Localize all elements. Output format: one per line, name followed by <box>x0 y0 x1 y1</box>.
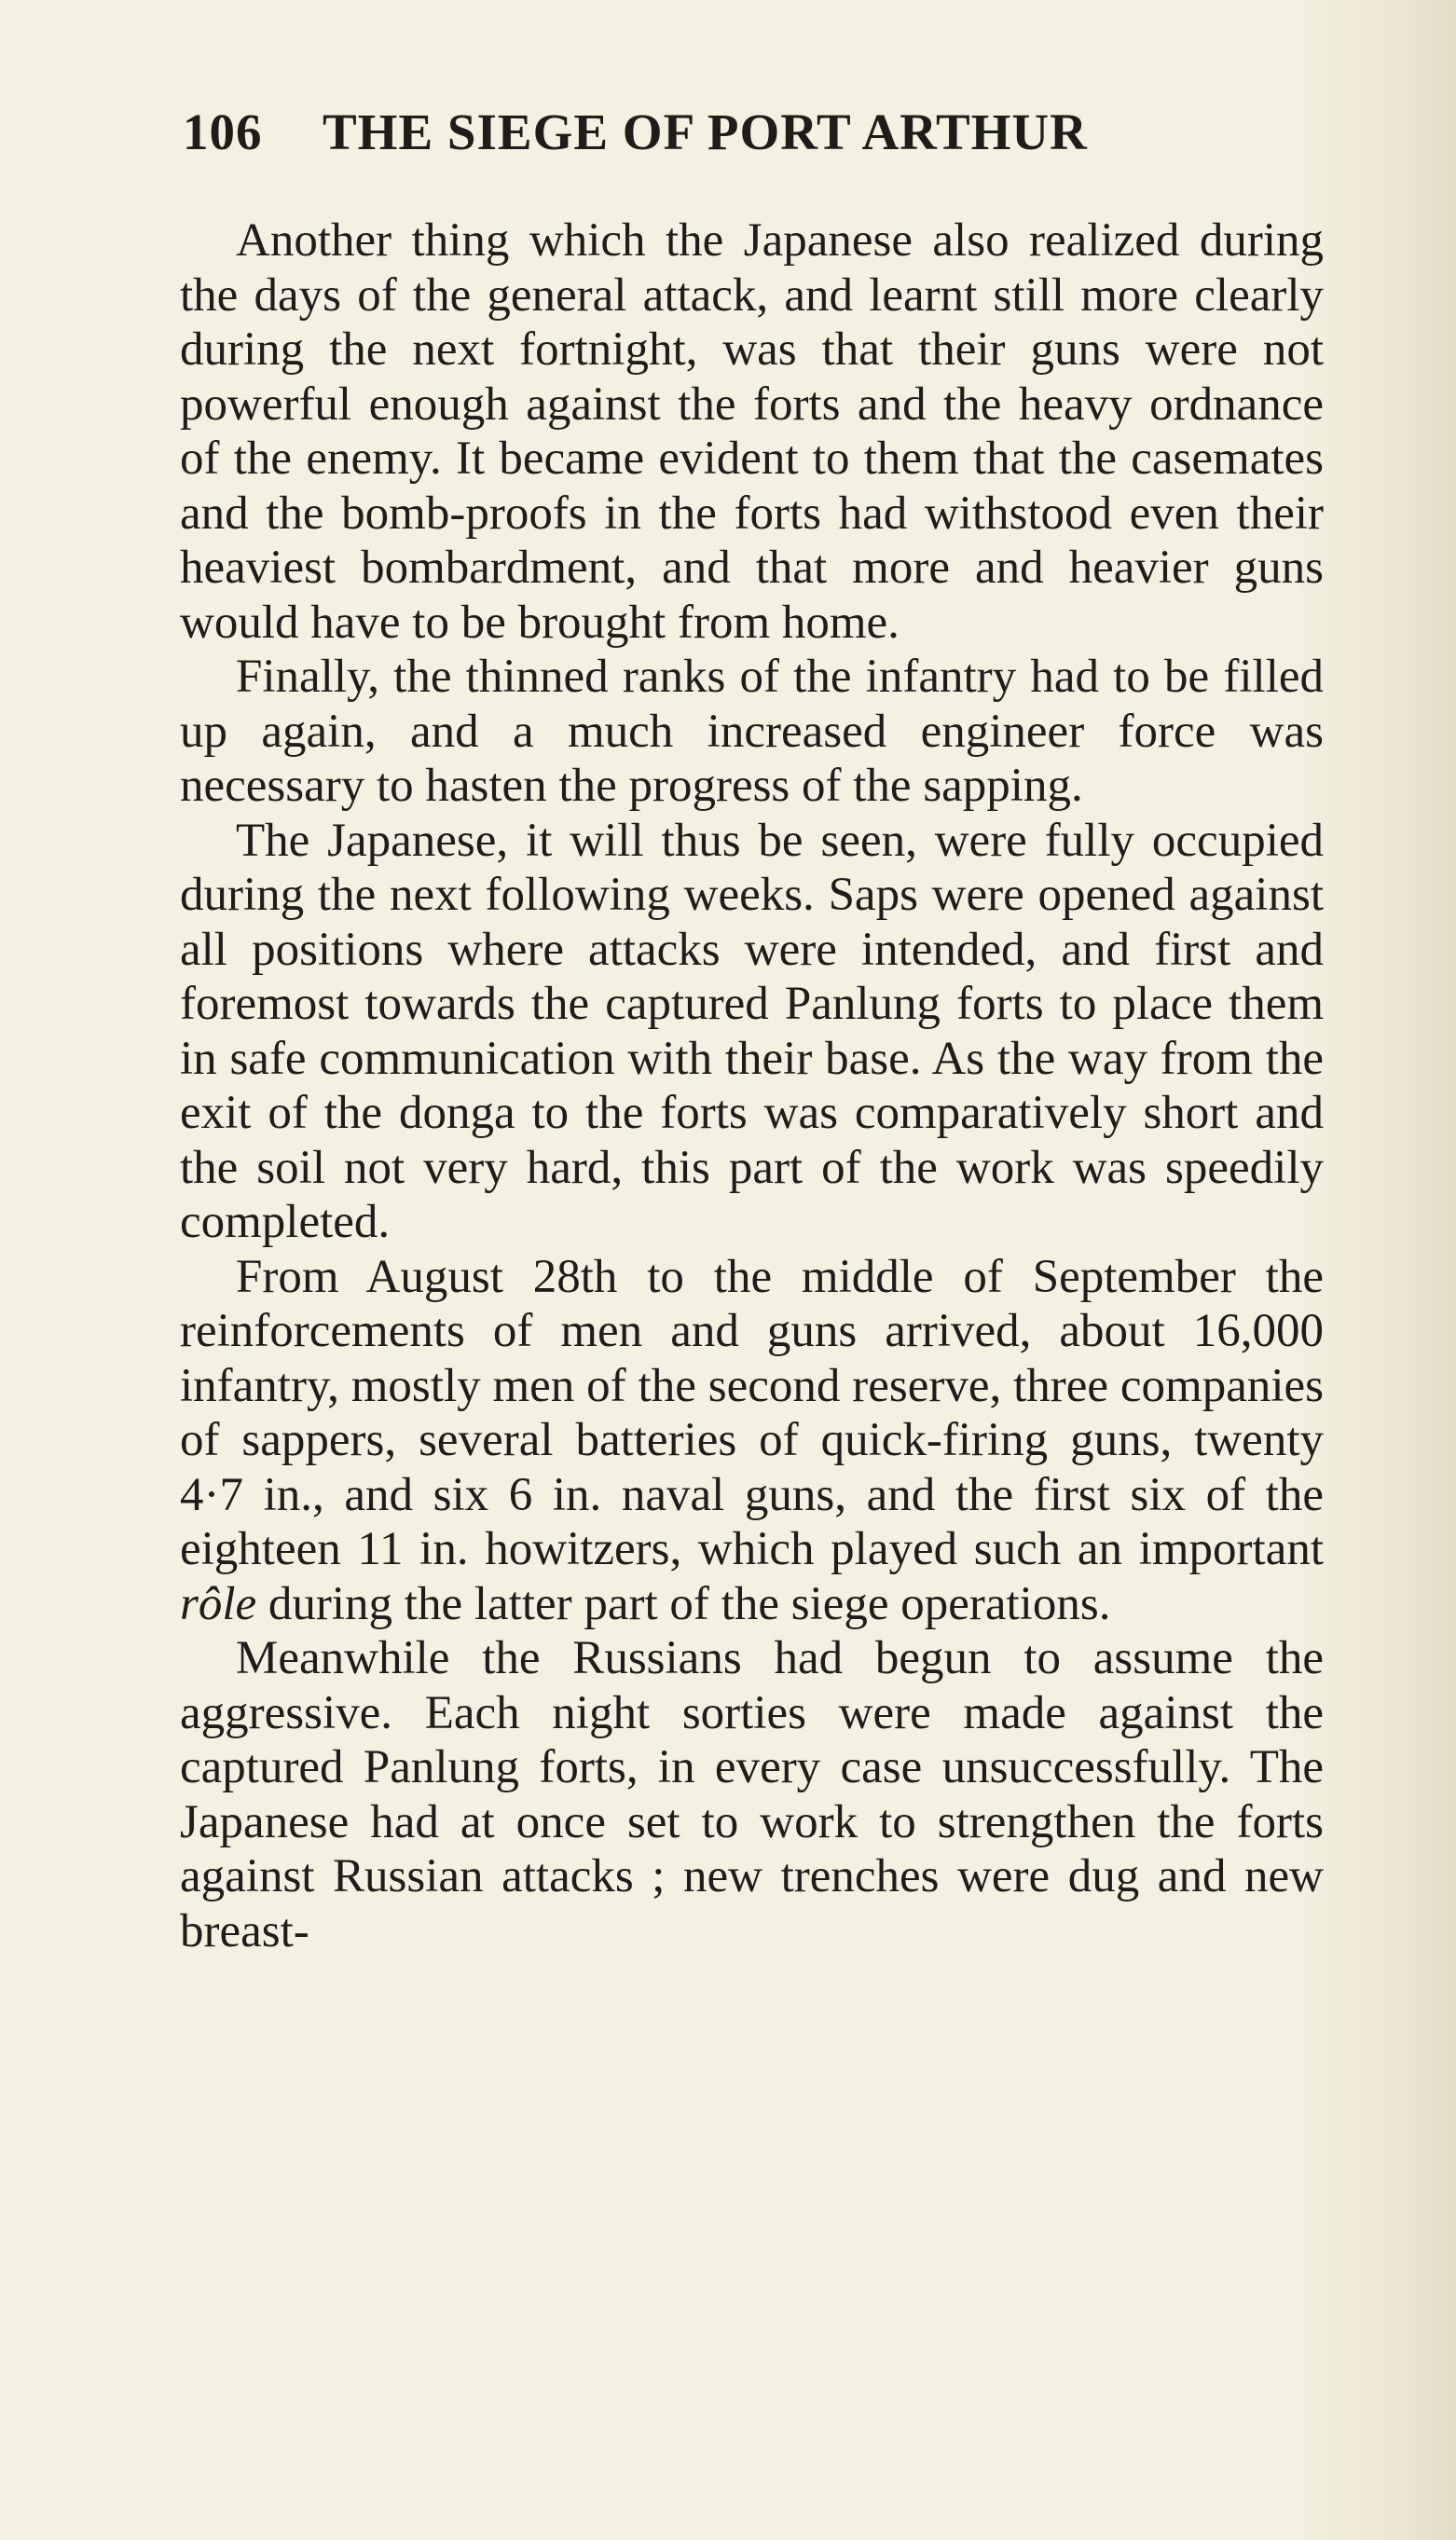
running-head <box>183 104 1312 160</box>
paragraph-4-text-after: during the latter part of the siege operations. <box>256 1577 1111 1630</box>
body-text <box>180 213 1324 1958</box>
paragraph-1: Another thing which the Japanese also realized during the days of the general attack, and learnt still more clearly during the next fortnight, was that their guns were not powerful enough against the forts and the heavy ordnance of the enemy. It became evident to them that the casemates and the bomb-proofs in the forts had withstood even their heaviest bombardment, and that more and heavier guns would have to be brought from home. <box>180 214 1324 649</box>
paragraph-4-text-before: From August 28th to the middle of September the reinforcements of men and guns arrived, about 16,000 infantry, mostly men of the second reserve, three companies of sappers, several batteries of quick-firing guns, twenty 4·7 in., and six 6 in. naval guns, and the first six of the eighteen 11 in. howitzers, which played such an important <box>180 1250 1324 1575</box>
paragraph-4 <box>180 1250 1324 1632</box>
paragraph-3: The Japanese, it will thus be seen, were fully occupied during the next following weeks. Saps were opened against all positions where attacks were intended, and first and foremost towards the captured Panlung forts to place them in safe communication with their base. As the way from the exit of the donga to the forts was comparatively short and the soil not very hard, this part of the work was speedily completed. <box>180 814 1324 1248</box>
running-title: THE SIEGE OF PORT ARTHUR <box>323 103 1088 160</box>
page-number: 106 <box>183 103 263 160</box>
paragraph-5: Meanwhile the Russians had begun to assume the aggressive. Each night sorties were made against the captured Panlung forts, in every case unsuccessfully. The Japanese had at once set to work to strengthen the forts against Russian attacks ; new trenches were dug and new breast- <box>180 1632 1324 1957</box>
paragraph-2: Finally, the thinned ranks of the infantry had to be filled up again, and a much increased engineer force was necessary to hasten the progress of the sapping. <box>180 651 1324 812</box>
italic-role-word: rôle <box>180 1577 257 1630</box>
